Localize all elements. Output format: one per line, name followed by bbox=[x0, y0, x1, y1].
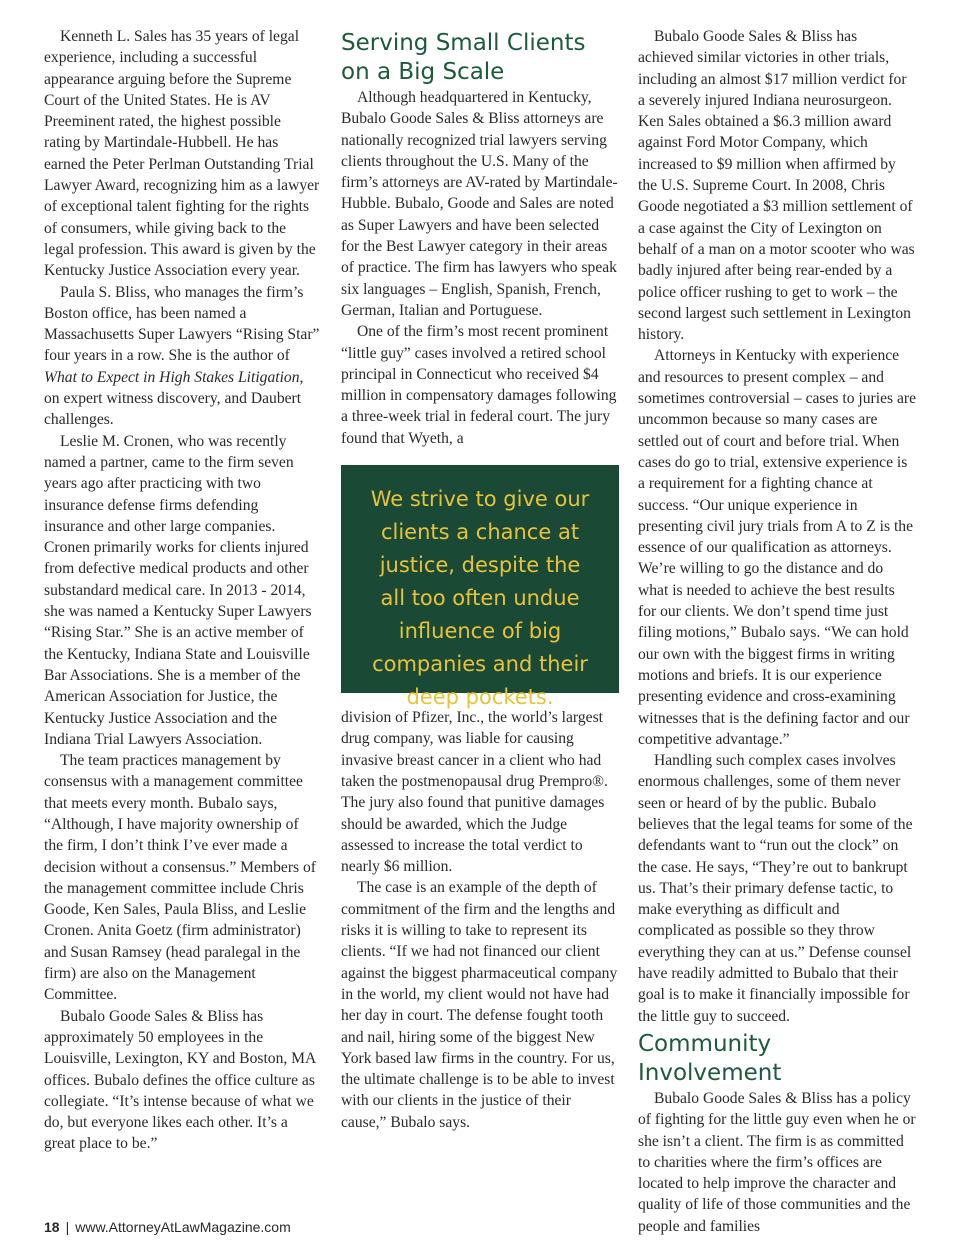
section-heading: Community Involvement bbox=[638, 1030, 782, 1086]
pull-quote-line: companies and their bbox=[372, 652, 588, 677]
body-text: , on expert witness discovery, and Daubert challenges. bbox=[44, 368, 304, 429]
section-heading: Serving Small Clients on a Big Scale bbox=[341, 30, 586, 85]
body-paragraph: Leslie M. Cronen, who was recently named a partner, came to the firm seven years ago after practicing with two insurance defense firms defending insurance and other large companies. Cronen primarily works for clients injured from defective medical products and other substandard medical care. In 2013 - 2014, she was named a Kentucky Super Lawyers “Rising Star.” She is an active member of the Kentucky, Indiana State and Louisville Bar Associations. She is a member of the American Association for Justice, the Kentucky Justice Association and the Indiana Trial Lawyers Association. bbox=[44, 432, 312, 748]
pull-quote-line: influence of big bbox=[398, 619, 562, 644]
pull-quote bbox=[341, 465, 619, 710]
pull-quote-line: We strive to give our bbox=[370, 487, 590, 512]
right-column bbox=[638, 26, 916, 1237]
body-paragraph: Handling such complex cases involves enormous challenges, some of them never seen or heard of by the public. Bubalo believes that the legal teams for some of the defendants want to “run out the clock” on the case. He says, “They’re out to bankrupt us. That’s their primary defense tactic, to make everything as difficult and complicated as possible so they throw everything they can at us.” Defense counsel have readily admitted to Bubalo that their goal is to make it financially impossible for the little guy to succeed. bbox=[638, 752, 913, 1025]
body-paragraph-continued: division of Pfizer, Inc., the world’s largest drug company, was liable for causing invasive breast cancer in a client who had taken the postmenopausal drug Prempro®. The jury also found that punitive damages should be awarded, which the Judge assessed to increase the total verdict to nearly $6 million. bbox=[341, 709, 608, 876]
body-paragraph: The team practices management by consensus with a management committee that meets every month. Bubalo says, “Although, I have majority ownership of the firm, I don’t think I’ve ever made a decision without a consensus.” Members of the management committee include Chris Goode, Ken Sales, Paula Bliss, and Leslie Cronen. Anita Goetz (firm administrator) and Susan Ramsey (head paralegal in the firm) are also on the Management Committee. bbox=[44, 752, 316, 1004]
body-paragraph: The case is an example of the depth of commitment of the firm and the lengths and risks it is willing to take to represent its clients. “If we had not financed our client against the biggest pharmaceutical company in the world, my client would not have had her day in court. The defense fought tooth and nail, hiring some of the biggest New York based law firms in the country. For us, the ultimate challenge is to be able to invest with our clients in the justice of their cause,” Bubalo says. bbox=[341, 879, 618, 1131]
footer-separator: | bbox=[65, 1219, 70, 1235]
left-column bbox=[44, 26, 320, 1155]
body-paragraph: Bubalo Goode Sales & Bliss has achieved similar victories in other trials, including an almost $17 million verdict for a severely injured Indiana neurosurgeon. Ken Sales obtained a $6.3 million award against Ford Motor Company, which increased to $9 million when affirmed by the U.S. Supreme Court. In 2008, Chris Goode negotiated a $3 million settlement of a case against the City of Lexington on behalf of a man on a motor scooter who was badly injured after being rear-ended by a police officer rushing to get to work – the second largest such settlement in Lexington history. bbox=[638, 28, 915, 344]
page-footer bbox=[44, 1219, 291, 1235]
body-paragraph: Attorneys in Kentucky with experience and resources to present complex – and sometimes controversial – cases to juries are uncommon because so many cases are settled out of court and before trial. When cases do go to trial, extensive experience is a requirement for a fighting chance at success. “Our unique experience in presenting civil jury trials from A to Z is the essence of our qualification as attorneys. We’re willing to go the distance and do what is needed to achieve the best results for our clients. We don’t spend time just filing motions,” Bubalo says. “We can hold our own with the biggest firms in writing motions and briefs. It is our experience presenting evidence and cross-examining witnesses that is the defining factor and our competitive advantage.” bbox=[638, 347, 916, 748]
body-text: Paula S. Bliss, who manages the firm’s Boston office, has been named a Massachusetts Super Lawyers “Rising Star” four years in a row. She is the author of bbox=[44, 283, 320, 365]
body-paragraph: Bubalo Goode Sales & Bliss has a policy of fighting for the little guy even when he or she isn’t a client. The firm is as committed to charities where the firm’s offices are located to help improve the character and quality of life of those communities and the people and families bbox=[638, 1089, 916, 1235]
website-url: www.AttorneyAtLawMagazine.com bbox=[75, 1219, 291, 1235]
pull-quote-line: deep pockets. bbox=[406, 685, 554, 710]
pull-quote-line: clients a chance at bbox=[380, 520, 580, 545]
body-paragraph: One of the firm’s most recent prominent “little guy” cases involved a retired school principal in Connecticut who received $4 million in compensatory damages following a three-week trial in federal court. The jury found that Wyeth, a bbox=[341, 323, 617, 447]
body-paragraph bbox=[44, 282, 320, 431]
body-paragraph: Bubalo Goode Sales & Bliss has approximately 50 employees in the Louisville, Lexington, KY and Boston, MA offices. Bubalo defines the office culture as collegiate. “It’s intense because of what we do, but everyone likes each other. It’s a great place to be.” bbox=[44, 1007, 316, 1153]
body-paragraph: Kenneth L. Sales has 35 years of legal experience, including a successful appearance arguing before the Supreme Court of the United States. He is AV Preeminent rated, the highest possible rating by Martindale-Hubbell. He has earned the Peter Perlman Outstanding Trial Lawyer Award, recognizing him as a lawyer of exceptional talent fighting for the rights of consumers, while giving back to the legal profession. This award is given by the Kentucky Justice Association every year. bbox=[44, 28, 320, 280]
middle-column bbox=[341, 26, 619, 1133]
pull-quote-line: justice, despite the bbox=[379, 553, 581, 578]
book-title: What to Expect in High Stakes Litigation bbox=[44, 368, 300, 386]
body-paragraph: Although headquartered in Kentucky, Bubalo Goode Sales & Bliss attorneys are nationally recognized trial lawyers serving clients throughout the U.S. Many of the firm’s attorneys are AV-rated by Martindale-Hubble. Bubalo, Goode and Sales are noted as Super Lawyers and have been selected for the Best Lawyer category in their areas of practice. The firm has lawyers who speak six languages – English, Spanish, French, German, Italian and Portuguese. bbox=[341, 89, 618, 319]
pull-quote-line: all too often undue bbox=[380, 586, 580, 611]
page-number: 18 bbox=[44, 1219, 60, 1235]
